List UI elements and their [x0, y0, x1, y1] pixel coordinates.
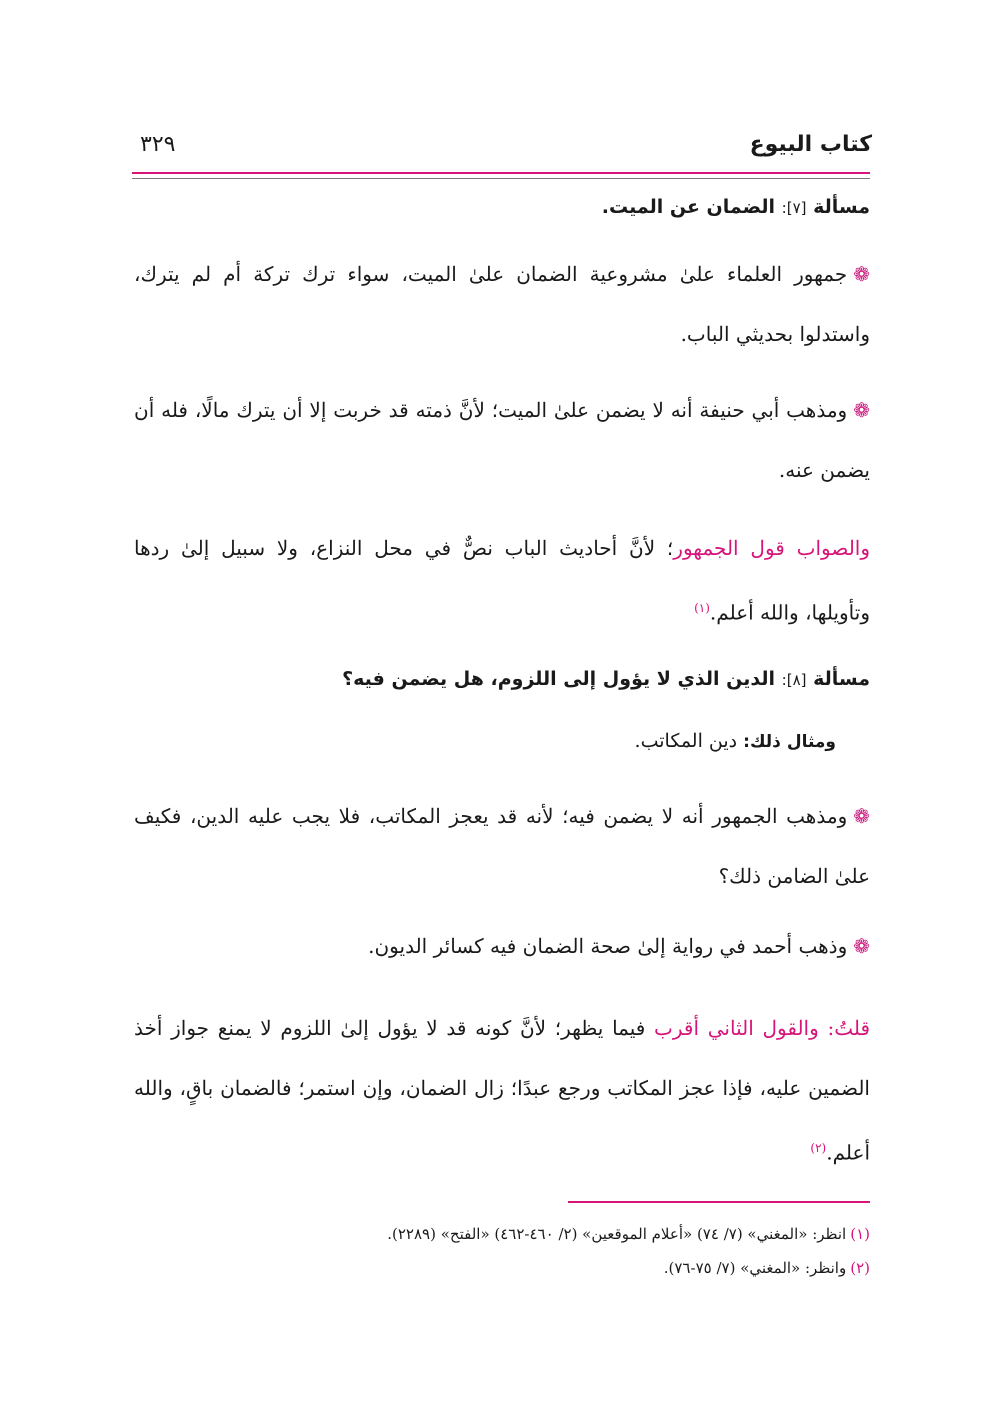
flower-bullet-icon: ❁ [853, 934, 870, 958]
paragraph-text: ومذهب أبي حنيفة أنه لا يضمن علىٰ الميت؛ لأنَّ ذمته قد خربت إلا أن يترك مالًا، فله أن يضمن عنه. [134, 398, 870, 482]
footnote-ref: (٢) [810, 1141, 827, 1155]
footnote-number: (١) [850, 1225, 870, 1243]
issue-7-conclusion [134, 518, 870, 643]
footnote-rule [568, 1201, 870, 1203]
conclusion-text: فيما يظهر؛ لأنَّ كونه قد لا يؤول إلىٰ اللزوم لا يمنع جواز أخذ الضمين عليه، فإذا عجز المكاتب ورجع عبدًا؛ زال الضمان، وإن استمر؛ فالضمان باقٍ، والله أعلم. [134, 1016, 870, 1165]
paragraph-text: وذهب أحمد في رواية إلىٰ صحة الضمان فيه كسائر الديون. [368, 934, 848, 958]
issue-number: [٧]: [781, 199, 807, 217]
footnote-text: وانظر: «المغني» (٧/ ٧٥-٧٦). [663, 1259, 847, 1277]
issue-title: الضمان عن الميت. [601, 196, 776, 218]
running-header [132, 132, 872, 168]
issue-8-paragraph-1 [134, 786, 870, 906]
issue-7-heading [134, 196, 870, 218]
conclusion-lead: والصواب قول الجمهور [673, 536, 871, 560]
footnote-ref: (١) [694, 601, 710, 615]
book-title: كتاب البيوع [749, 132, 872, 157]
example-label: ومثال ذلك: [743, 732, 836, 752]
issue-7-paragraph-2 [134, 380, 870, 500]
issue-prefix: مسألة [813, 196, 870, 218]
conclusion-text: ؛ لأنَّ أحاديث الباب نصٌّ في محل النزاع، ولا سبيل إلىٰ ردها وتأويلها، والله أعلم. [134, 536, 870, 625]
issue-8-paragraph-2 [134, 916, 870, 976]
header-rule-accent [132, 172, 870, 174]
issue-title: الدين الذي لا يؤول إلى اللزوم، هل يضمن فيه؟ [342, 668, 776, 690]
issue-7-paragraph-1 [134, 244, 870, 364]
issue-number: [٨]: [781, 671, 807, 689]
page-number: ٣٢٩ [140, 132, 176, 157]
issue-8-conclusion [134, 998, 870, 1183]
issue-prefix: مسألة [813, 668, 870, 690]
footnote-number: (٢) [850, 1259, 870, 1277]
flower-bullet-icon: ❁ [853, 804, 870, 828]
flower-bullet-icon: ❁ [853, 398, 870, 422]
issue-8-example [134, 730, 836, 752]
example-text: دين المكاتب. [634, 730, 738, 752]
paragraph-text: ومذهب الجمهور أنه لا يضمن فيه؛ لأنه قد يعجز المكاتب، فلا يجب عليه الدين، فكيف علىٰ الضامن ذلك؟ [134, 804, 870, 888]
flower-bullet-icon: ❁ [853, 262, 870, 286]
footnote-1 [134, 1222, 870, 1246]
paragraph-text: جمهور العلماء علىٰ مشروعية الضمان علىٰ الميت، سواء ترك تركة أم لم يترك، واستدلوا بحديثي الباب. [134, 262, 870, 346]
issue-8-heading [134, 668, 870, 690]
conclusion-lead: قلتُ: والقول الثاني أقرب [654, 1016, 871, 1040]
footnote-text: انظر: «المغني» (٧/ ٧٤) «أعلام الموقعين» (٢/ ٤٦٠-٤٦٢) «الفتح» (٢٢٨٩). [387, 1225, 847, 1243]
header-rule-thin [132, 178, 870, 179]
footnote-2 [134, 1256, 870, 1280]
